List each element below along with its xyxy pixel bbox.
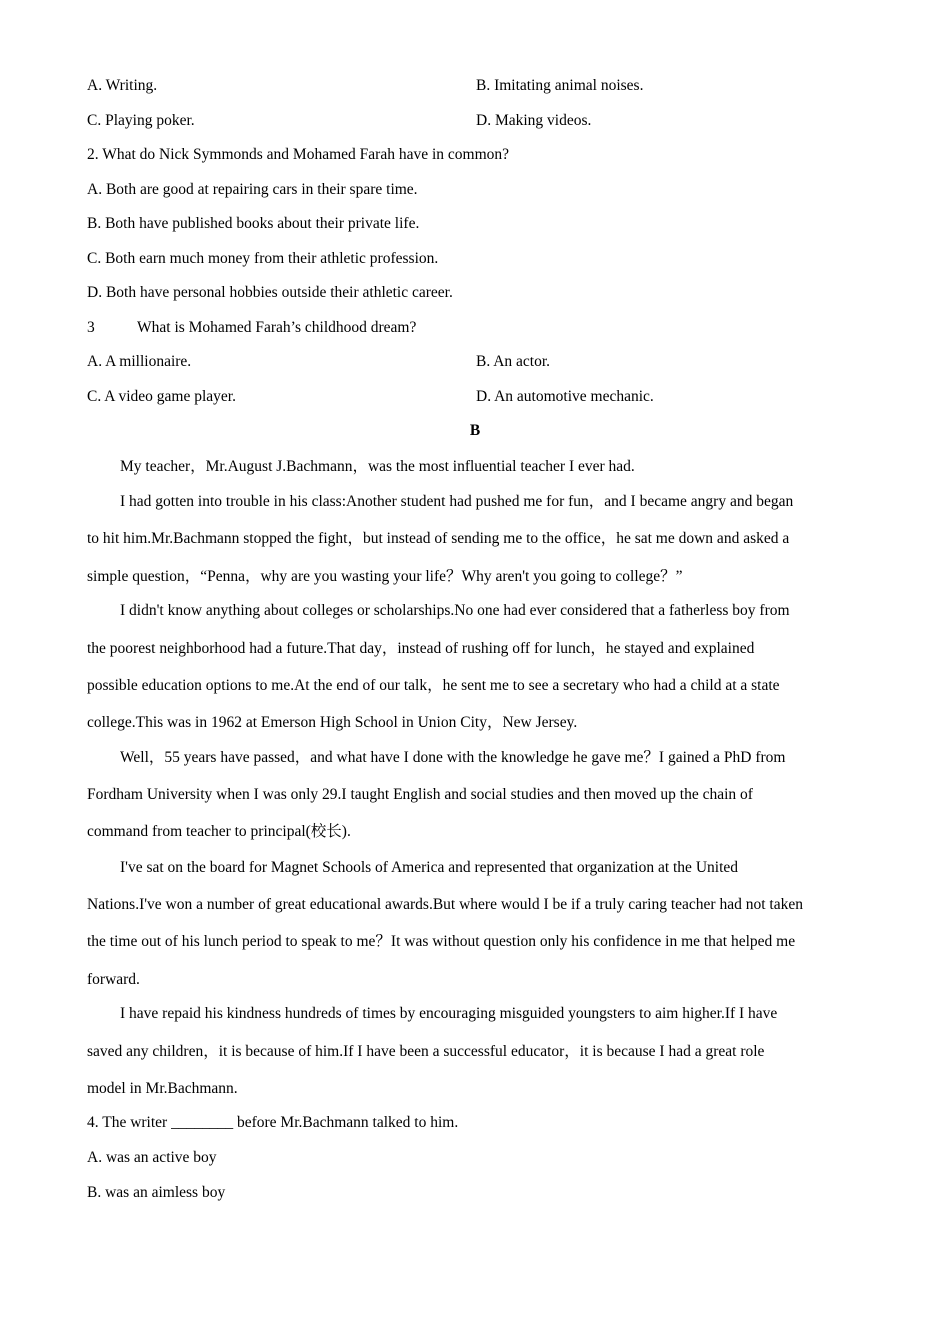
q3-option-d: D. An automotive mechanic. bbox=[476, 388, 654, 405]
passage-line: Fordham University when I was only 29.I taught English and social studies and then moved up the chain of bbox=[87, 786, 753, 803]
q3-option-c: C. A video game player. bbox=[87, 388, 236, 405]
passage-line: to hit him.Mr.Bachmann stopped the fight，but instead of sending me to the office，he sat me down and asked a bbox=[87, 530, 790, 547]
q4-stem: 4. The writer ________ before Mr.Bachmann talked to him. bbox=[87, 1114, 459, 1131]
q2-option-d: D. Both have personal hobbies outside their athletic career. bbox=[87, 284, 453, 301]
q2-option-b: B. Both have published books about their private life. bbox=[87, 215, 420, 232]
passage-line: the poorest neighborhood had a future.That day，instead of rushing off for lunch，he stayed and explained bbox=[87, 640, 755, 657]
q1-option-c: C. Playing poker. bbox=[87, 112, 195, 129]
q1-option-a: A. Writing. bbox=[87, 77, 158, 94]
q2-option-c: C. Both earn much money from their athletic profession. bbox=[87, 250, 439, 267]
passage-line: model in Mr.Bachmann. bbox=[87, 1080, 238, 1097]
passage-line: command from teacher to principal(校长). bbox=[87, 823, 351, 840]
q4-option-a: A. was an active boy bbox=[87, 1149, 217, 1166]
q2-stem: 2. What do Nick Symmonds and Mohamed Farah have in common? bbox=[87, 146, 510, 163]
passage-line: I've sat on the board for Magnet Schools of America and represented that organization at the United bbox=[120, 859, 739, 876]
q4-option-b: B. was an aimless boy bbox=[87, 1184, 226, 1201]
passage-line: college.This was in 1962 at Emerson High School in Union City，New Jersey. bbox=[87, 714, 578, 731]
passage-line: I had gotten into trouble in his class:Another student had pushed me for fun，and I became angry and began bbox=[120, 493, 794, 510]
q2-option-a: A. Both are good at repairing cars in their spare time. bbox=[87, 181, 418, 198]
q1-option-b: B. Imitating animal noises. bbox=[476, 77, 644, 94]
passage-line: I didn't know anything about colleges or scholarships.No one had ever considered that a fatherless boy from bbox=[120, 602, 790, 619]
q3-option-b: B. An actor. bbox=[476, 353, 551, 370]
q3-number: 3 bbox=[87, 319, 95, 336]
passage-line: My teacher，Mr.August J.Bachmann，was the most influential teacher I ever had. bbox=[120, 458, 635, 475]
passage-line: Well，55 years have passed，and what have I done with the knowledge he gave me？I gained a PhD from bbox=[120, 749, 786, 766]
passage-line: Nations.I've won a number of great educational awards.But where would I be if a truly caring teacher had not taken bbox=[87, 896, 803, 913]
passage-line: the time out of his lunch period to speak to me？It was without question only his confidence in me that helped me bbox=[87, 933, 796, 950]
q3-option-a: A. A millionaire. bbox=[87, 353, 192, 370]
q1-option-d: D. Making videos. bbox=[476, 112, 592, 129]
section-heading: B bbox=[469, 422, 481, 439]
passage-line: possible education options to me.At the end of our talk，he sent me to see a secretary who had a child at a state bbox=[87, 677, 780, 694]
passage-line: forward. bbox=[87, 971, 140, 988]
passage-line: I have repaid his kindness hundreds of times by encouraging misguided youngsters to aim higher.If I have bbox=[120, 1005, 778, 1022]
passage-line: simple question，“Penna，why are you wasting your life？Why aren't you going to college？” bbox=[87, 568, 683, 585]
q3-stem: What is Mohamed Farah’s childhood dream? bbox=[137, 319, 417, 336]
passage-line: saved any children，it is because of him.If I have been a successful educator，it is because I had a great role bbox=[87, 1043, 765, 1060]
